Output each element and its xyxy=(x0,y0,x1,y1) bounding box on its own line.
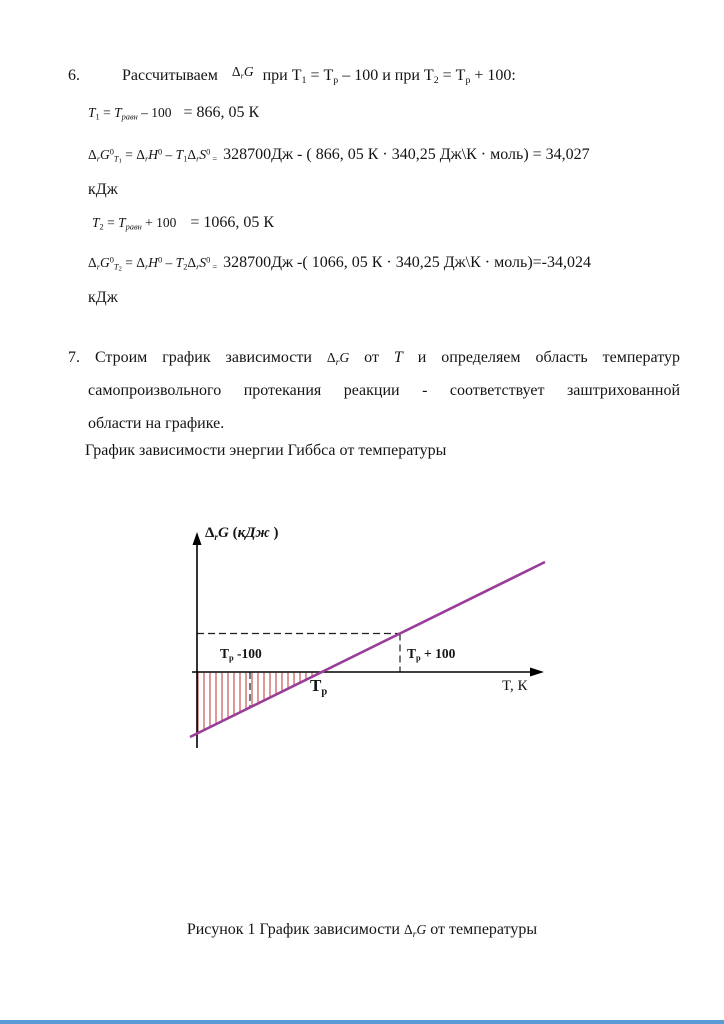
y-axis-label: ΔrG (кДж ) xyxy=(205,525,279,543)
item7-paragraph-line-2: самопроизвольного протекания реакции - соответствует заштрихованной xyxy=(88,382,680,399)
x-axis-arrow-icon xyxy=(530,668,544,677)
equation-t1-math: T1 = Tравн – 100 xyxy=(88,105,172,122)
item6-intro: Рассчитываем xyxy=(122,67,218,84)
equation-gibbs-t1 xyxy=(88,146,590,164)
delta-g-inline-math: ΔrG xyxy=(231,64,254,81)
equation-gibbs-t2 xyxy=(88,254,591,272)
equation-gibbs-t2-value: 328700Дж -( 1066, 05 К · 340,25 Дж\К · моль)=-34,024 xyxy=(223,254,591,271)
x-axis-label: T, К xyxy=(502,678,528,694)
item6-line xyxy=(68,64,516,87)
item7-paragraph-line-3: области на графике. xyxy=(88,415,225,432)
figure-subtitle: График зависимости энергии Гиббса от температуры xyxy=(85,442,447,459)
equation-t1 xyxy=(88,104,259,122)
unit-kj-1: кДж xyxy=(88,181,118,198)
tick-label-tp-minus-100: Тр -100 xyxy=(220,646,262,663)
y-axis-arrow-icon xyxy=(193,532,202,545)
item6-number: 6. xyxy=(68,67,80,84)
item7-paragraph-line-1: 7. Строим график зависимости ΔrG от T и определяем область температур xyxy=(68,349,681,369)
equation-t2 xyxy=(92,214,274,232)
figure-caption: Рисунок 1 График зависимости ΔrG от температуры xyxy=(186,921,538,941)
equation-t2-result: = 1066, 05 К xyxy=(190,214,275,231)
page-bottom-rule xyxy=(0,1020,724,1024)
equation-t2-math: T2 = Tравн + 100 xyxy=(92,215,177,232)
gibbs-chart xyxy=(150,515,580,775)
equation-gibbs-t1-math: $\Delta rG^0T_1 = \Delta rH^0 - T1\Delta rS^0$ = xyxy=(88,147,218,165)
item6-conditions: при Т1 = Тр – 100 и при Т2 = Тр + 100: xyxy=(262,67,516,87)
gibbs-chart-svg xyxy=(150,515,580,775)
tick-label-tp-plus-100: Тр + 100 xyxy=(407,646,456,663)
equation-gibbs-t1-value: 328700Дж - ( 866, 05 К · 340,25 Дж\К · моль) = 34,027 xyxy=(223,146,590,163)
unit-kj-2: кДж xyxy=(88,289,118,306)
equation-gibbs-t2-math: $\Delta rG^0T_2 = \Delta rH^0 - T2\Delta rS^0$ = xyxy=(88,255,218,273)
tick-label-tp: Тр xyxy=(310,676,328,698)
equation-t1-result: = 866, 05 К xyxy=(183,104,260,121)
